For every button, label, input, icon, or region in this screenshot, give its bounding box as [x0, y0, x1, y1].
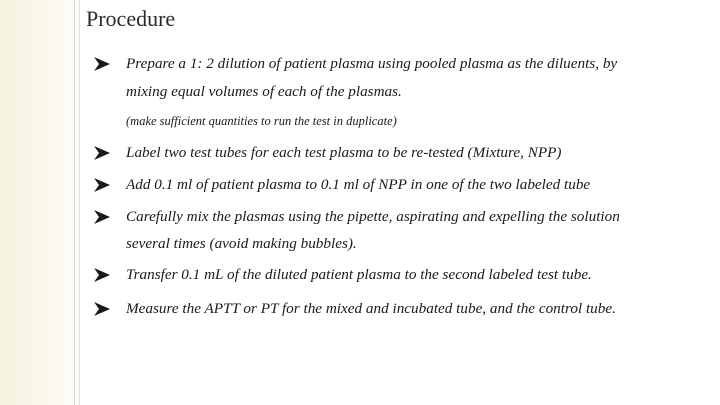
procedure-step-3: Add 0.1 ml of patient plasma to 0.1 ml of NPP in one of the two labeled tube [126, 176, 591, 193]
procedure-step-4-line-1: Carefully mix the plasmas using the pipette, aspirating and expelling the solution [126, 208, 620, 225]
procedure-step-2: Label two test tubes for each test plasma to be re-tested (Mixture, NPP) [126, 144, 562, 161]
slide-title: Procedure [86, 6, 176, 31]
procedure-step-1-line-2: mixing equal volumes of each of the plasmas. [126, 83, 402, 100]
procedure-note: (make sufficient quantities to run the test in duplicate) [126, 114, 397, 128]
decorative-side-band [0, 0, 73, 405]
side-band-rule [79, 0, 80, 405]
side-band-rule [74, 0, 75, 405]
procedure-step-1-line-1: Prepare a 1: 2 dilution of patient plasma using pooled plasma as the diluents, by [126, 55, 618, 72]
arrow-bullet-icon [92, 145, 114, 161]
arrow-bullet-icon [92, 209, 114, 225]
procedure-step-5: Transfer 0.1 mL of the diluted patient plasma to the second labeled test tube. [126, 266, 592, 283]
procedure-step-6: Measure the APTT or PT for the mixed and incubated tube, and the control tube. [126, 300, 616, 317]
arrow-bullet-icon [92, 56, 114, 72]
arrow-bullet-icon [92, 177, 114, 193]
arrow-bullet-icon [92, 301, 114, 317]
procedure-step-4-line-2: several times (avoid making bubbles). [126, 235, 357, 252]
arrow-bullet-icon [92, 267, 114, 283]
